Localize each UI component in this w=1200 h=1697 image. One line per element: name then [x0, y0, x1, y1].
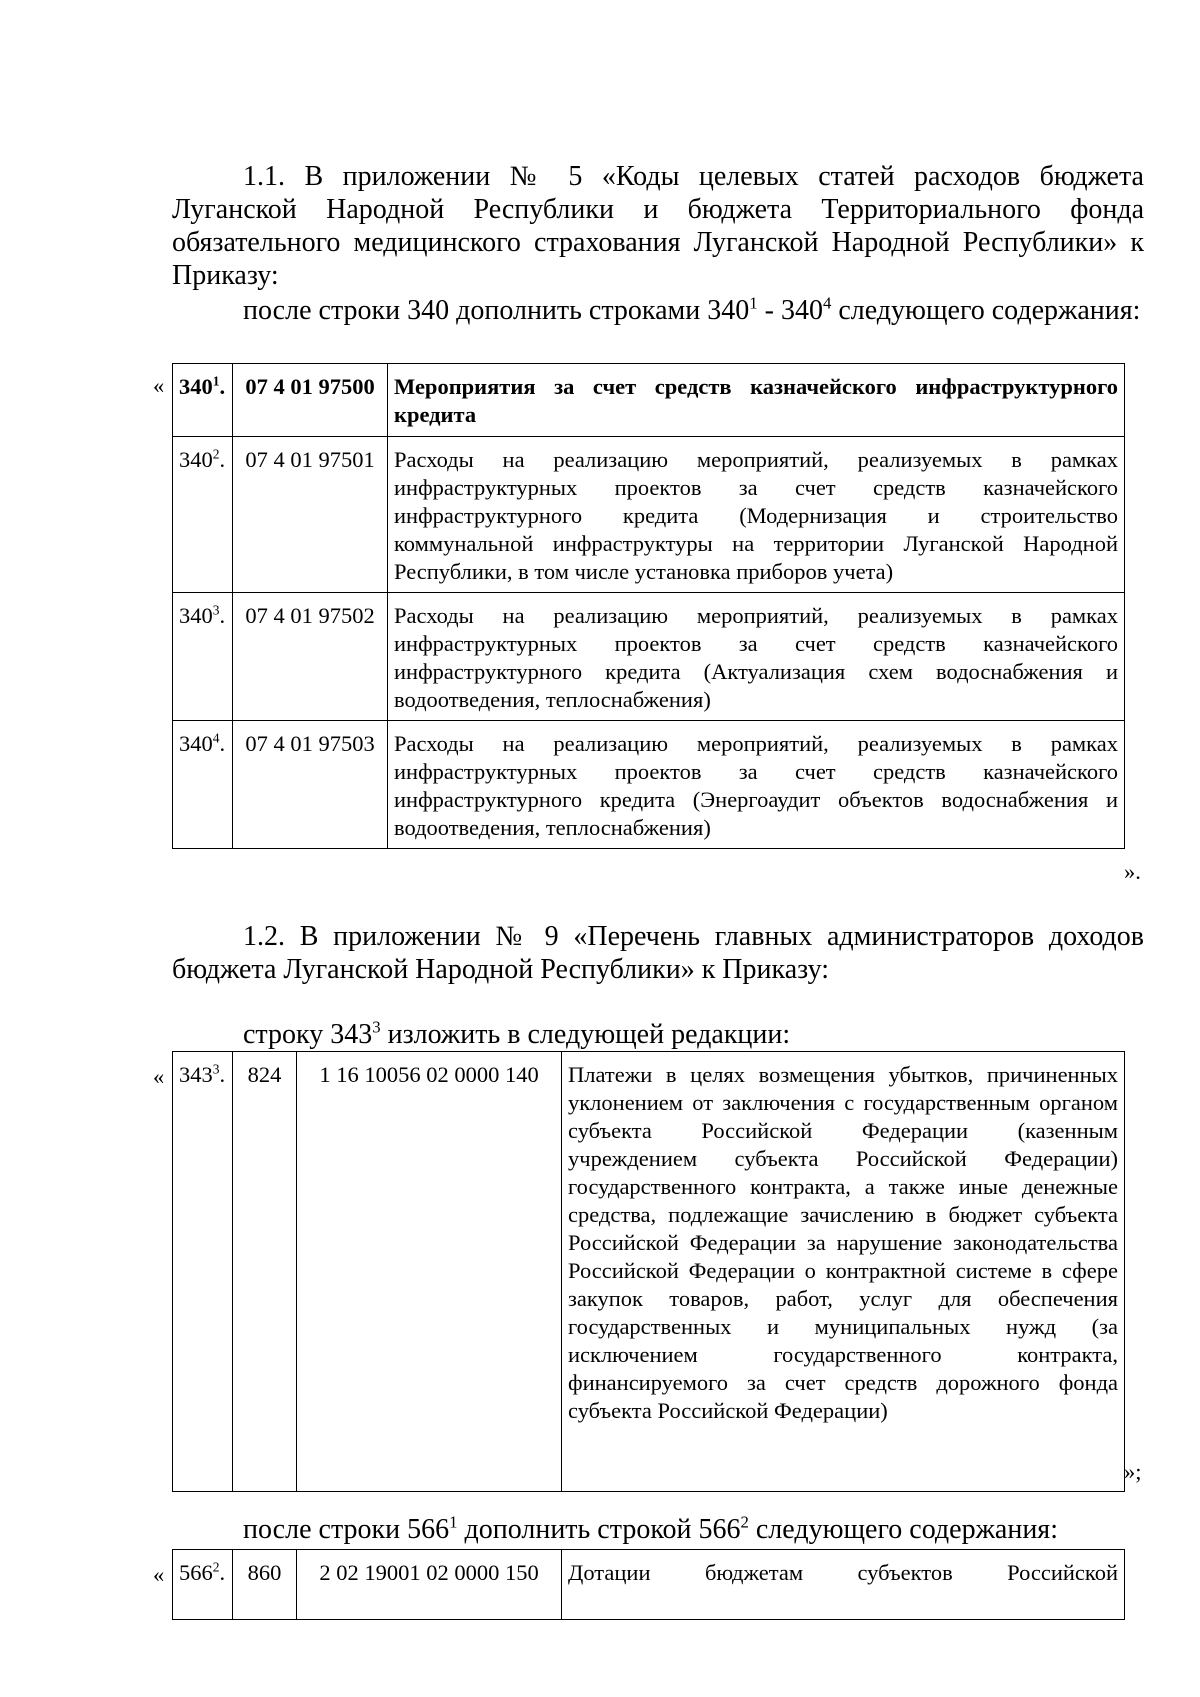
- row-code: 07 4 01 97503: [233, 721, 388, 849]
- table-row: [173, 593, 1125, 721]
- row-revenue-code: 2 02 19001 02 0000 150: [297, 1550, 562, 1620]
- table-revenue-administrators: [172, 1051, 1125, 1492]
- row-description: Дотации бюджетам субъектов Российской: [562, 1550, 1125, 1620]
- table-row: [173, 1550, 1125, 1620]
- row-code: 07 4 01 97501: [233, 437, 388, 593]
- paragraph-1-1: 1.1. В приложении № 5 «Коды целевых статей расходов бюджета Луганской Народной Республики и бюджета Территориального фонда обязательного медицинского страхования Луганской Народной Республики» к Приказу:: [172, 161, 1144, 291]
- paragraph-insert-rows-340: после строки 340 дополнить строками $340^1 - 340^4$ следующего содержания:: [243, 293, 1141, 326]
- table-row: [173, 437, 1125, 593]
- row-description: Платежи в целях возмещения убытков, причиненных уклонением от заключения с государственным органом субъекта Российской Федерации (казенным учреждением субъекта Российской Федерации) государственного контракта, а также иные денежные средства, подлежащие зачислению в бюджет субъекта Российской Федерации за нарушение законодательства Российской Федерации о контрактной системе в сфере закупок товаров, работ, услуг для обеспечения государственных и муниципальных нужд (за исключением государственного контракта, финансируемого за счет средств дорожного фонда субъекта Российской Федерации): [562, 1052, 1125, 1492]
- row-description: Расходы на реализацию мероприятий, реализуемых в рамках инфраструктурных проектов за счет средств казначейского инфраструктурного кредита (Актуализация схем водоснабжения и водоотведения, теплоснабжения): [388, 593, 1125, 721]
- row-number: $566^2$.: [173, 1550, 233, 1620]
- paragraph-1-2: 1.2. В приложении № 9 «Перечень главных администраторов доходов бюджета Луганской Народной Республики» к Приказу:: [172, 921, 1144, 985]
- row-code: 07 4 01 97502: [233, 593, 388, 721]
- paragraph-insert-row-566: после строки $566^1$ дополнить строкой $566^2$ следующего содержания:: [243, 1512, 1058, 1545]
- row-description: Мероприятия за счет средств казначейского инфраструктурного кредита: [388, 364, 1125, 437]
- row-number: $340^1$.: [173, 364, 233, 437]
- table1-close-quote: ».: [1124, 859, 1141, 884]
- row-admin-code: 824: [233, 1052, 297, 1492]
- table-revenue-administrators-continued: [172, 1549, 1125, 1620]
- table-target-articles: [172, 363, 1125, 849]
- table-row: [173, 721, 1125, 849]
- table1-open-quote: «: [153, 373, 165, 398]
- row-description: Расходы на реализацию мероприятий, реализуемых в рамках инфраструктурных проектов за счет средств казначейского инфраструктурного кредита (Модернизация и строительство коммунальной инфраструктуры на территории Луганской Народной Республики, в том числе установка приборов учета): [388, 437, 1125, 593]
- table-row: [173, 1052, 1125, 1492]
- table-row: [173, 364, 1125, 437]
- row-number: $343^3$.: [173, 1052, 233, 1492]
- row-description: Расходы на реализацию мероприятий, реализуемых в рамках инфраструктурных проектов за счет средств казначейского инфраструктурного кредита (Энергоаудит объектов водоснабжения и водоотведения, теплоснабжения): [388, 721, 1125, 849]
- row-number: $340^3$.: [173, 593, 233, 721]
- row-revenue-code: 1 16 10056 02 0000 140: [297, 1052, 562, 1492]
- row-admin-code: 860: [233, 1550, 297, 1620]
- paragraph-row-343: строку $343^3$ изложить в следующей редакции:: [243, 1017, 791, 1050]
- row-number: $340^2$.: [173, 437, 233, 593]
- row-number: $340^4$.: [173, 721, 233, 849]
- table2-open-quote: «: [153, 1064, 165, 1089]
- row-code: 07 4 01 97500: [233, 364, 388, 437]
- table3-open-quote: «: [153, 1562, 165, 1587]
- table2-close-quote: »;: [1124, 1459, 1142, 1484]
